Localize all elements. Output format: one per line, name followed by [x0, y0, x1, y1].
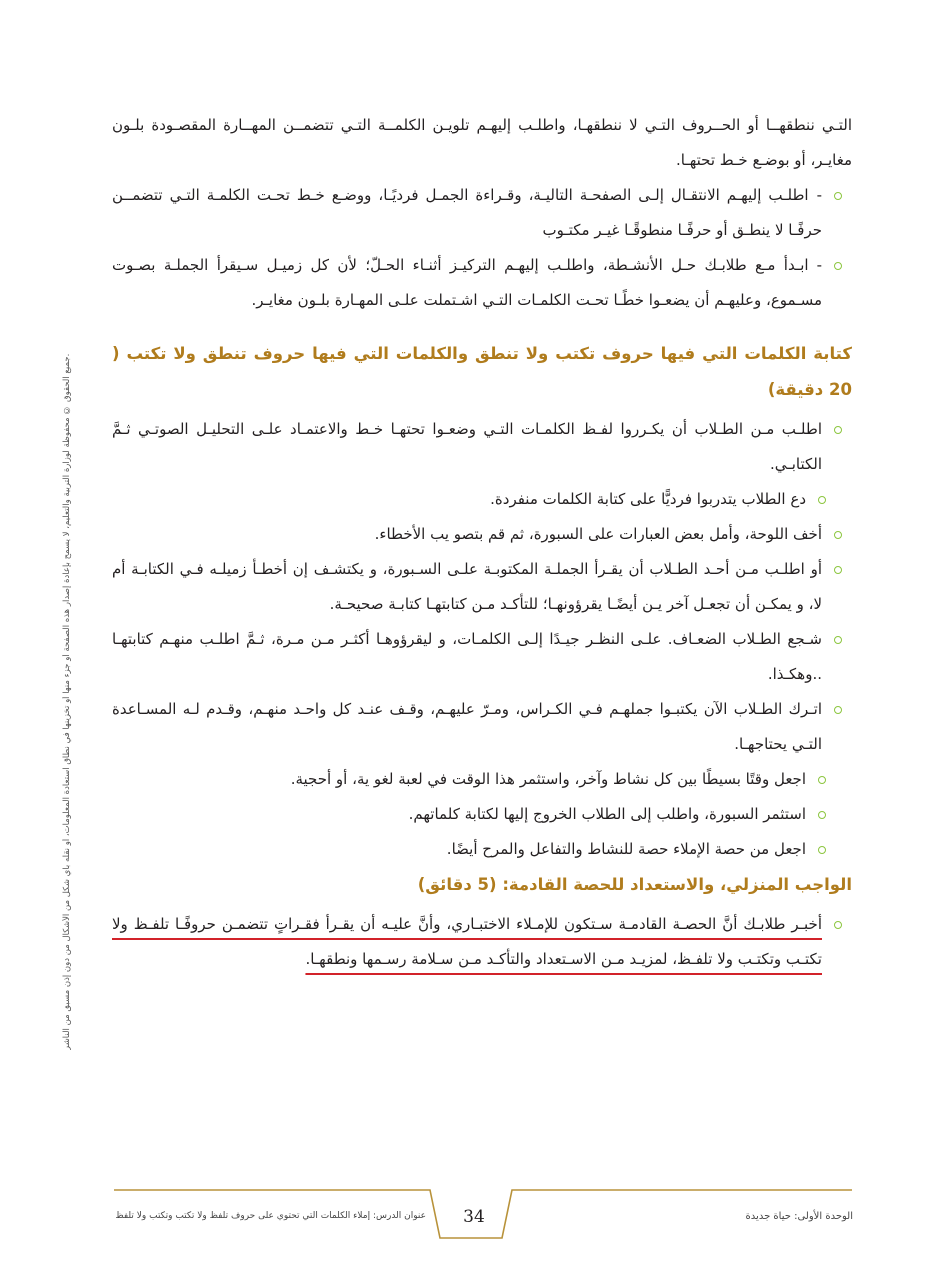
dash-marker: -	[816, 256, 822, 274]
list-item	[112, 907, 852, 977]
section-heading-writing: كتابة الكلمات التي فيها حروف تكتب ولا تنطق والكلمات التي فيها حروف تنطق ولا تكتب ( 20 دقيقة)	[112, 344, 852, 399]
main-content	[112, 108, 852, 977]
list-item: استثمر السبورة، واطلب إلى الطلاب الخروج إليها لكتابة كلماتهم.	[112, 797, 852, 832]
list-item: اتـرك الطـلاب الآن يكتبـوا جملهـم فـي الكـراس، ومـرّ عليهـم، وقـف عنـد كل واحـد منهـم، وقـدم لـه المسـاعدة التـي يحتاجهـا.	[112, 692, 852, 762]
list-item: شـجع الطـلاب الضعـاف. علـى النظـر جيـدًا إلـى الكلمـات، و ليقرؤوهـا أكثـر مـن مـرة، ثـمَّ اطلـب منهـم كتابتهـا ..وهكـذا.	[112, 622, 852, 692]
copyright-sidebar: جميع الحقوق © محفوظة لوزارة التربية والتعليم، لا يسمح بإعادة إصدار هذه الصفحة أو جزء منها أو تخزينها في نطاق استعادة المعلومات، أو نقله بأي شكل من الأشكال من دون إذن مسبق من الناشر.	[62, 353, 72, 1050]
homework-list	[112, 907, 852, 977]
list-item-text: اطلـب إليهـم الانتقـال إلـى الصفحـة التاليـة، وقـراءة الجمـل فرديًـا، ووضـع خـط تحـت الكلمـة التـي تتضمــن حرفًـا لا ينطـق أو حرفًـا منطوقًـا غيـر مكتـوب	[112, 186, 822, 239]
intro-continuation: التـي ننطقهــا أو الحــروف التـي لا ننطقهـا، واطلـب إليهـم تلويـن الكلمــة التـي تتضمــن المهــارة المقصـودة بلـون مغايـر، أو بوضـع خـط تحتهـا.	[112, 116, 852, 169]
list-item	[112, 178, 852, 248]
list-item: دع الطلاب يتدربوا فرديًّا على كتابة الكلمات منفردة.	[112, 482, 852, 517]
list-item	[112, 248, 852, 318]
footer-unit-title: الوحدة الأولى: حياة جديدة	[745, 1211, 853, 1222]
list-item: أو اطلـب مـن أحـد الطـلاب أن يقـرأ الجملـة المكتوبـة علـى السـبورة، و يكتشـف إن أخطـأ زميلـه فـي الكتابـة أم لا، و يمكـن أن تجعـل آخر يـن أيضًـا يقرؤونهـا؛ للتأكـد مـن كتابتهـا كتابـة صحيحـة.	[112, 552, 852, 622]
list-item: اطلـب مـن الطـلاب أن يكـرروا لفـظ الكلمـات التـي وضعـوا تحتهـا خـط والاعتمـاد علـى التحليـل الصوتـي ثـمَّ الكتابـي.	[112, 412, 852, 482]
list-item: أخف اللوحة، وأمل بعض العبارات على السبورة، ثم قم بتصو يب الأخطاء.	[112, 517, 852, 552]
underlined-text: أخبـر طلابـك أنَّ الحصـة القادمـة سـتكون للإمـلاء الاختبـاري، وأنَّ عليـه أن يقـرأ فقـراتٍ تتضمـن حروفًـا تلفـظ ولا تكتـب وتكتـب ولا تلفـظ، لمزيـد مـن الاسـتعداد والتأكـد مـن سـلامة رسـمها ونطقهـا.	[112, 915, 822, 968]
page-number: 34	[463, 1207, 485, 1227]
footer-lesson-title: عنوان الدرس: إملاء الكلمات التي تحتوي على حروف تلفظ ولا تكتب وتكتب ولا تلفظ	[115, 1211, 426, 1221]
dash-marker: -	[816, 186, 822, 204]
list-item: اجعل وقتًا بسيطًا بين كل نشاط وآخر، واستثمر هذا الوقت في لعبة لغو ية، أو أحجية.	[112, 762, 852, 797]
section-heading-homework: الواجب المنزلي، والاستعداد للحصة القادمة: (5 دقائق)	[417, 875, 852, 894]
intro-list	[112, 178, 852, 318]
list-item: اجعل من حصة الإملاء حصة للنشاط والتفاعل والمرح أيضًا.	[112, 832, 852, 867]
writing-list	[112, 412, 852, 867]
list-item-text: ابـدأ مـع طلابـك حـل الأنشـطة، واطلـب إليهـم التركيـز أثنـاء الحـلّ؛ لأن كل زميـل سـيقرأ الجملـة بصـوت مسـموع، وعليهـم أن يضعـوا خطًـا تحـت الكلمـات التـي اشـتملت علـى المهـارة بلـون مغايـر.	[112, 256, 822, 309]
